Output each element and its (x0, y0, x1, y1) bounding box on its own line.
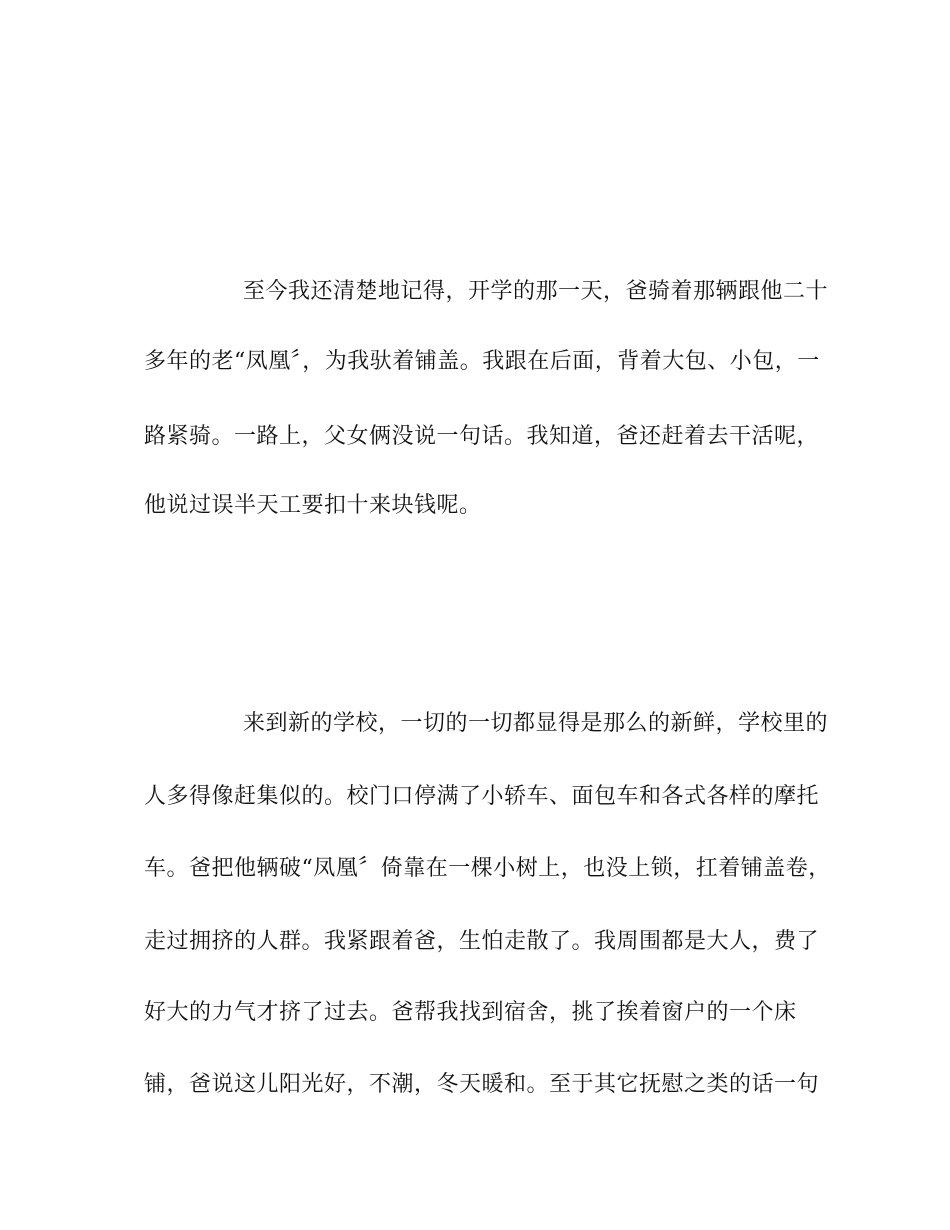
paragraph-line: 至今我还清楚地记得，开学的那一天，爸骑着那辆跟他二十 (243, 279, 829, 304)
paragraph-line: 他说过误半天工要扣十来块钱呢。 (144, 493, 482, 518)
paragraph-line: 好大的力气才挤了过去。爸帮我找到宿舍，挑了挨着窗户的一个床 (144, 1000, 797, 1025)
paragraph-line: 走过拥挤的人群。我紧跟着爸，生怕走散了。我周围都是大人，费了 (144, 929, 820, 954)
paragraph-line: 来到新的学校，一切的一切都显得是那么的新鲜，学校里的 (243, 711, 829, 736)
paragraph-line: 人多得像赶集似的。校门口停满了小轿车、面包车和各式各样的摩托 (144, 784, 820, 809)
paragraph-line: 多年的老“凤凰〞，为我驮着铺盖。我跟在后面，背着大包、小包，一 (144, 349, 820, 374)
paragraph-line: 车。爸把他辆破“凤凰〞倚靠在一棵小树上，也没上锁，扛着铺盖卷， (144, 856, 831, 881)
paragraph-line: 路紧骑。一路上，父女俩没说一句话。我知道，爸还赶着去干活呢， (144, 424, 820, 449)
paragraph-line: 铺，爸说这儿阳光好，不潮，冬天暖和。至于其它抚慰之类的话一句 (144, 1072, 820, 1097)
